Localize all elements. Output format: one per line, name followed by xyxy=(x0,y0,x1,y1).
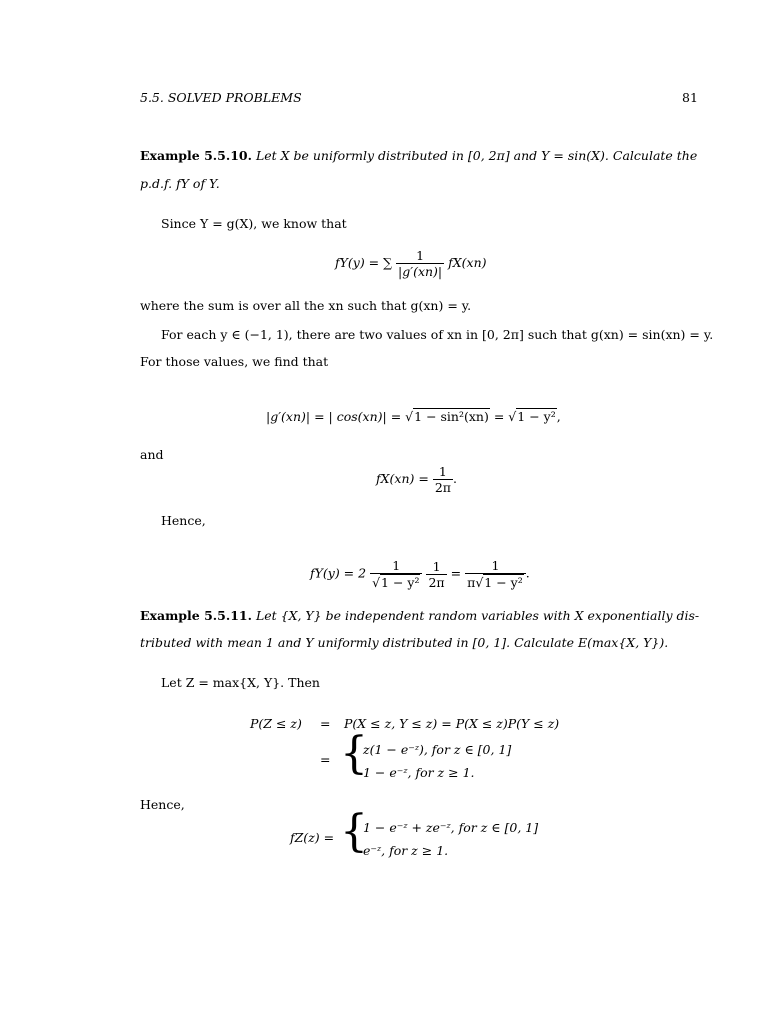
pz-rhs: P(X ≤ z, Y ≤ z) = P(X ≤ z)P(Y ≤ z) xyxy=(344,716,560,731)
equation-fx xyxy=(376,464,457,495)
eq4-f1-den-sqrt: 1 − y² xyxy=(381,575,420,590)
page-number: 81 xyxy=(682,90,698,105)
example-10-label: Example 5.5.10. xyxy=(140,148,252,163)
sqrt-symbol-2: √ xyxy=(508,409,517,424)
eq1-fraction xyxy=(396,248,444,279)
eq4-equals: = xyxy=(450,565,462,581)
equation-derivative xyxy=(266,408,561,424)
eq4-f2-num: 1 xyxy=(432,558,441,574)
eq4-f3-pi: π xyxy=(467,575,476,590)
example-11-label: Example 5.5.11. xyxy=(140,608,252,623)
eq3-fraction xyxy=(433,464,453,495)
eq4-f1-den: √1 − y² xyxy=(370,573,422,590)
sum-note: where the sum is over all the xn such that g(xn) = y. xyxy=(140,298,472,313)
eq4-end: . xyxy=(525,565,530,581)
eq3-num: 1 xyxy=(438,464,447,479)
example-10-intro: Since Y = g(X), we know that xyxy=(161,216,347,231)
eq4-fraction-3 xyxy=(465,558,526,590)
eq3-lhs: fX(xn) = xyxy=(376,471,429,486)
and-text: and xyxy=(140,447,164,462)
example-11-line-1 xyxy=(140,608,699,623)
left-brace-1: { xyxy=(340,728,368,779)
pz-equals-2: = xyxy=(320,752,331,767)
equation-fy-sum xyxy=(335,248,487,279)
equation-fy-result xyxy=(310,558,530,590)
eq4-f3-den: π√1 − y² xyxy=(465,573,526,590)
example-10-statement-1: Let X be uniformly distributed in [0, 2π] and Y = sin(X). Calculate the xyxy=(255,148,698,163)
pz-equals-1: = xyxy=(320,716,331,731)
example-11-line-2: tributed with mean 1 and Y uniformly distributed in [0, 1]. Calculate E(max{X, Y}). xyxy=(140,635,669,650)
eq4-f3-den-sqrt: 1 − y² xyxy=(484,575,523,590)
for-each-line-2: For those values, we find that xyxy=(140,354,329,369)
eq4-lhs: fY(y) = 2 xyxy=(310,565,367,581)
eq1-frac-den: |g′(xn)| xyxy=(398,264,443,279)
eq1-frac-num: 1 xyxy=(416,248,425,263)
case-3: 1 − e⁻ᶻ + ze⁻ᶻ, for z ∈ [0, 1] xyxy=(363,820,539,835)
example-10-line-2: p.d.f. fY of Y. xyxy=(140,176,220,191)
eq2-lhs: |g′(xn)| = | cos(xn)| = xyxy=(266,409,402,424)
eq1-rhs: fX(xn) xyxy=(448,255,487,270)
left-brace-2: { xyxy=(340,806,368,857)
example-10-line-1 xyxy=(140,148,697,163)
sqrt-symbol-1: √ xyxy=(405,409,414,424)
eq2-end: , xyxy=(556,409,561,424)
example-11-intro: Let Z = max{X, Y}. Then xyxy=(161,675,320,690)
eq4-fraction-2 xyxy=(426,559,446,590)
eq4-f3-num: 1 xyxy=(491,558,500,573)
fz-lhs: fZ(z) = xyxy=(290,830,335,845)
hence-1: Hence, xyxy=(161,513,206,528)
case-2: 1 − e⁻ᶻ, for z ≥ 1. xyxy=(363,765,475,780)
eq4-fraction-1 xyxy=(370,558,422,590)
case-1: z(1 − e⁻ᶻ), for z ∈ [0, 1] xyxy=(363,742,512,757)
eq3-end: . xyxy=(452,471,457,486)
example-11-statement-1: Let {X, Y} be independent random variables with X exponentially dis- xyxy=(255,608,700,623)
eq4-f1-num: 1 xyxy=(392,558,401,573)
case-4: e⁻ᶻ, for z ≥ 1. xyxy=(363,843,449,858)
eq4-f2-den: 2π xyxy=(428,574,445,590)
eq1-lhs: fY(y) = ∑ xyxy=(335,255,393,270)
hence-2: Hence, xyxy=(140,797,185,812)
for-each-line-1: For each y ∈ (−1, 1), there are two values of xn in [0, 2π] such that g(xn) = sin(xn) = y. xyxy=(161,327,714,342)
eq2-equals: = xyxy=(493,409,505,424)
eq2-sqrt-1: 1 − sin²(xn) xyxy=(414,409,489,424)
running-header: 5.5. SOLVED PROBLEMS xyxy=(140,90,302,105)
pz-lhs: P(Z ≤ z) xyxy=(250,716,302,731)
eq3-den: 2π xyxy=(434,480,451,495)
eq2-sqrt-2: 1 − y² xyxy=(517,409,556,424)
